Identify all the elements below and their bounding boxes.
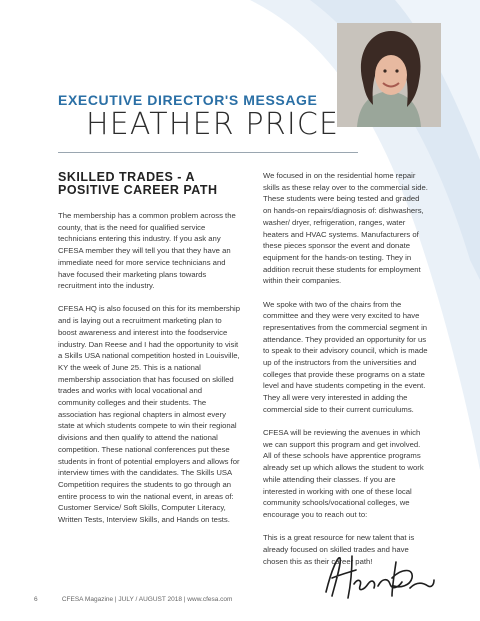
article-paragraph: CFESA will be reviewing the avenues in which we can support this program and get involved. All of these schools have apprentice programs already set up which allows the student to work while attending their classes. If you are interested in working with one of these local community schools/vocational colleges, we encourage you to reach out to: [263,428,424,519]
article-heading: SKILLED TRADES - A POSITIVE CAREER PATH [58,170,218,197]
section-heading: EXECUTIVE DIRECTOR'S MESSAGE [58,92,318,108]
author-portrait-photo [337,23,441,127]
publication-info: CFESA Magazine | JULY / AUGUST 2018 | www.cfesa.com [61,596,233,603]
article-left-column [58,167,240,537]
author-name-title: HEATHER PRICE [86,107,340,142]
title-divider [58,152,358,153]
handwritten-signature [318,548,438,604]
article-paragraph: We spoke with two of the chairs from the committee and they were very excited to have representatives from the commercial segment in attendance. They provided an opportunity for us to speak to their advisory council, which is made up of the instructors from the universities and colleges that provide these programs on a state level and have students competing in the event. They all were very interested in adding the commercial side to their current curriculums. [263,299,428,414]
article-paragraph: We focused in on the residential home repair skills as these relay over to the commercial side. These students were being tested and graded on hands-on repairs/diagnosis of: dishwashers, washer/ dryer, refrigeration, ranges, water heaters and HVAC systems. Manufacturers of these pieces sponsor the event and donate equipment for the hands-on testing. They in addition recruit these students for employment within their companies. [263,171,428,286]
article-paragraph: The membership has a common problem across the county, that is the need for qualified service technicians entering this industry. If you ask any CFESA member they will tell you that they have an immediate need for more service technicians and have focused their marketing plans towards recruitment into the industry. [58,211,236,291]
page-footer [34,596,232,603]
article-paragraph: This is a great resource for new talent that is already focused on skilled trades and have chosen this as their career path! [263,533,415,566]
article-right-column [263,170,430,579]
article-paragraph: CFESA HQ is also focused on this for its membership and is laying out a recruitment marketing plan to boost awareness and interest into the foodservice industry. Dan Reese and I had the opportunity to visit a Skills USA national competition hosted in Louisville, KY the week of June 25. This is a national membership association that has focused on skilled trades and works with local vocational and community colleges and their students. The association has regional chapters in almost every state at which students compete to win their regional divisions and then qualify to attend the national competition. These national conferences put these students in front of potential employers and allows for interview times with the candidates. The Skills USA Competition requires the students to go through an entire process to win the national event, in areas of: Customer Service/ Soft Skills, Computer Literacy, Written Tests, Interview Skills, and Hands on tests. [58,304,241,525]
portrait-illustration [337,23,441,127]
page-number: 6 [34,596,38,603]
